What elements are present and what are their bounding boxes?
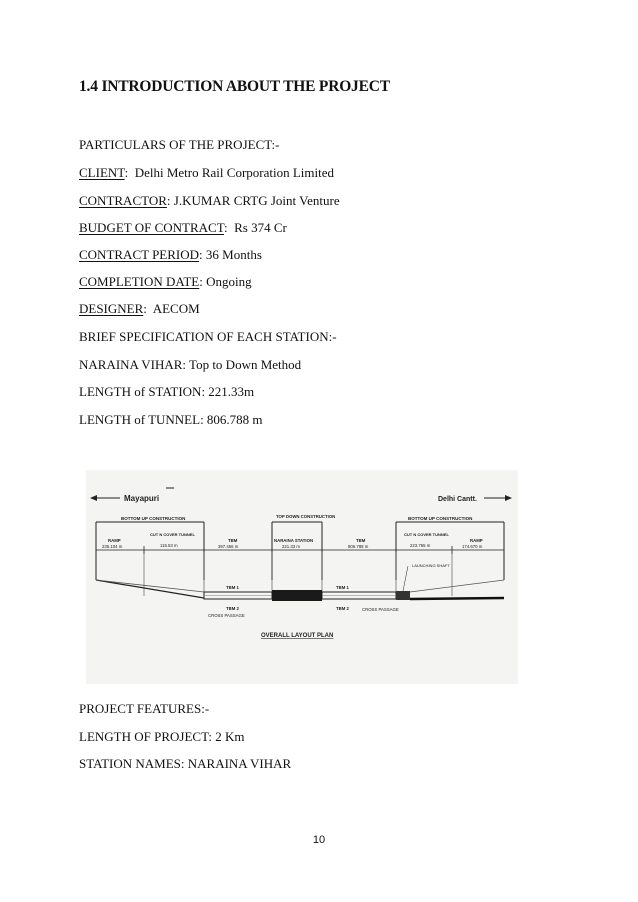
ramp-right-alignment [410, 598, 504, 599]
station-length: LENGTH of STATION: 221.33m [79, 384, 255, 399]
station-label: NARAINA STATION [274, 538, 314, 543]
station-method: NARAINA VIHAR: Top to Down Method [79, 357, 302, 372]
layout-plan-diagram [86, 470, 518, 684]
budget-label: BUDGET OF CONTRACT [79, 220, 225, 235]
particulars-title: PARTICULARS OF THE PROJECT:- [79, 137, 280, 152]
cnc-left-length: 115.53 m [160, 543, 178, 548]
cnc-left-label: CUT N COVER TUNNEL [150, 532, 195, 537]
tunnel-length: LENGTH of TUNNEL: 806.788 m [79, 412, 263, 427]
layout-plan-figure [86, 470, 518, 684]
top-down-label: TOP DOWN CONSTRUCTION [276, 514, 336, 519]
ramp-left-label: RAMP [108, 538, 121, 543]
tbm1-right-label: TBM 1 [336, 585, 349, 590]
tbm-left-label: TBM [228, 538, 238, 543]
features-title: PROJECT FEATURES:- [79, 701, 210, 716]
tbm-right-length: 806.788 m [348, 544, 369, 549]
budget-value: Rs 374 Cr [234, 220, 287, 235]
launching-shaft-label: LAUNCHING SHAFT [412, 563, 450, 568]
cross-passage-left-label: CROSS PASSAGE [208, 613, 245, 618]
station-names: STATION NAMES: NARAINA VIHAR [79, 756, 292, 771]
tbm2-right-label: TBM 2 [336, 606, 349, 611]
tbm-right-label: TBM [356, 538, 366, 543]
page-number: 10 [312, 834, 326, 846]
section-heading: 1.4 INTRODUCTION ABOUT THE PROJECT [79, 78, 390, 95]
left-direction-label: Mayapuri [124, 494, 160, 503]
completion-line: COMPLETION DATE: Ongoing [79, 274, 252, 289]
completion-value: Ongoing [206, 274, 252, 289]
period-label: CONTRACT PERIOD [79, 247, 200, 262]
project-length: LENGTH OF PROJECT: 2 Km [79, 729, 245, 744]
figure-caption: OVERALL LAYOUT PLAN [261, 633, 334, 639]
ramp-right-length: 174.670 m [462, 544, 483, 549]
cnc-right-label: CUT N COVER TUNNEL [404, 532, 449, 537]
station-length-label: 221.33 m [282, 544, 300, 549]
naraina-station-box [272, 590, 322, 601]
completion-label: COMPLETION DATE [79, 274, 200, 289]
designer-line: DESIGNER: AECOM [79, 301, 200, 316]
tbm2-left-label: TBM 2 [226, 606, 239, 611]
tbm-left-length: 397.456 m [218, 544, 239, 549]
period-value: 36 Months [205, 247, 262, 262]
contractor-line: CONTRACTOR: J.KUMAR CRTG Joint Venture [79, 193, 340, 208]
tbm1-left-label: TBM 1 [226, 585, 239, 590]
budget-line: BUDGET OF CONTRACT: Rs 374 Cr [79, 220, 287, 235]
client-value: Delhi Metro Rail Corporation Limited [134, 165, 335, 180]
bottom-up-left-label: BOTTOM UP CONSTRUCTION [121, 516, 186, 521]
designer-label: DESIGNER [79, 301, 144, 316]
right-direction-label: Delhi Cantt. [438, 496, 477, 503]
designer-value: AECOM [152, 301, 200, 316]
ramp-right-label: RAMP [470, 538, 483, 543]
period-line: CONTRACT PERIOD: 36 Months [79, 247, 262, 262]
launching-shaft-box [396, 591, 410, 600]
contractor-value: J.KUMAR CRTG Joint Venture [173, 193, 340, 208]
client-line: CLIENT: Delhi Metro Rail Corporation Limited [79, 165, 335, 180]
client-label: CLIENT [79, 165, 125, 180]
bottom-up-right-label: BOTTOM UP CONSTRUCTION [408, 516, 473, 521]
cnc-right-length: 223.765 m [410, 543, 431, 548]
cross-passage-right-label: CROSS PASSAGE [362, 607, 399, 612]
contractor-label: CONTRACTOR [79, 193, 167, 208]
ramp-left-length: 235.104 m [102, 544, 123, 549]
brief-title: BRIEF SPECIFICATION OF EACH STATION:- [79, 329, 337, 344]
